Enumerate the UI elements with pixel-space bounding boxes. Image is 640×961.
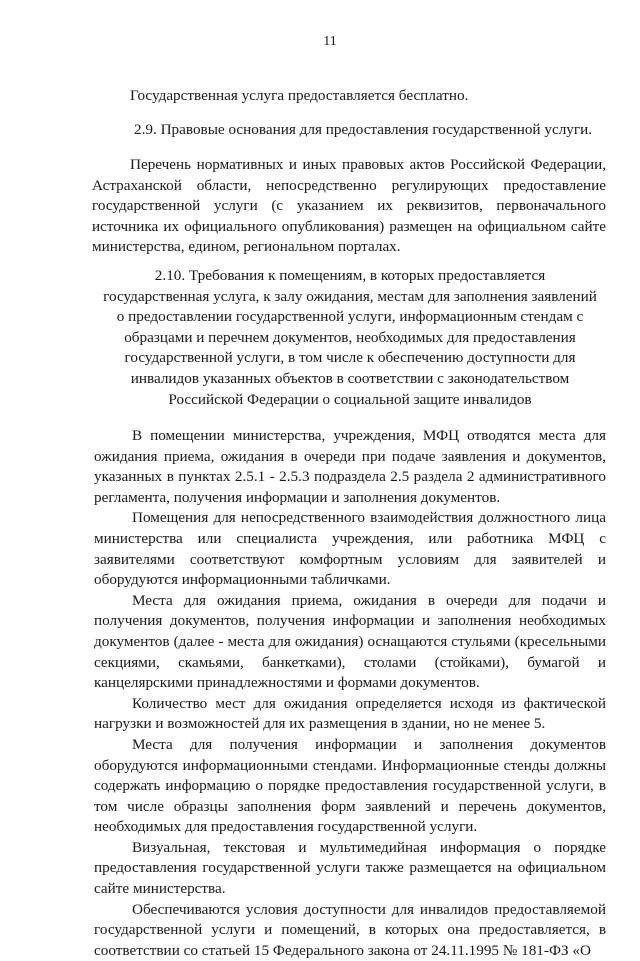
paragraph: Обеспечиваются условия доступности для инвалидов предоставляемой государственной услуги и помещений, в которых она предоставляется, в соответствии со статьей 15 Федерального закона от 24.11.1995 № 181-ФЗ «О <box>94 900 606 959</box>
free-service-statement: Государственная услуга предоставляется бесплатно. <box>130 87 469 104</box>
section-2-10-heading: 2.10. Требования к помещениям, в которых предоставляется государственная услуга, к залу ожидания, местам для заполнения заявлений о предоставлении государственной услуги, информационным стендам с образцами и перечнем документов, необходимых для предоставления государственной услуги, в том числе к обеспечению доступности для инвалидов указанных объектов в соответствии с законодательством Российской Федерации о социальной защите инвалидов <box>103 267 597 408</box>
section-2-10-body <box>94 426 606 961</box>
section-2-9-heading: 2.9. Правовые основания для предоставления государственной услуги. <box>134 121 593 138</box>
paragraph: Количество мест для ожидания определяется исходя из фактической нагрузки и возможностей для их размещения в здании, но не менее 5. <box>94 694 606 733</box>
paragraph: Помещения для непосредственного взаимодействия должностного лица министерства или специалиста учреждения, или работника МФЦ с заявителями соответствуют комфортным условиям для заявителей и оборудуются информационными табличками. <box>94 509 606 589</box>
paragraph: Места для получения информации и заполнения документов оборудуются информационными стендами. Информационные стенды должны содержать информацию о порядке предоставления государственной услуги, в том числе образцы заполнения форм заявлений и перечень документов, необходимых для предоставления государственной услуги. <box>94 735 606 836</box>
paragraph: В помещении министерства, учреждения, МФЦ отводятся места для ожидания приема, ожидания в очереди при подаче заявления и документов, указанных в пунктах 2.5.1 - 2.5.3 подраздела 2.5 раздела 2 административного регламента, получения информации и заполнения документов. <box>94 427 606 506</box>
section-2-9-text: Перечень нормативных и иных правовых актов Российской Федерации, Астраханской области, непосредственно регулирующих предоставление государственной услуги (с указанием их реквизитов, первоначального источника их официального опубликования) размещен на официальном сайте министерства, едином, региональном порталах. <box>92 156 606 256</box>
paragraph: Места для ожидания приема, ожидания в очереди для подачи и получения документов, получения информации и заполнения необходимых документов (далее - места для ожидания) оснащаются стульями (кресельными секциями, скамьями, банкетками), столами (стойками), бумагой и канцелярскими принадлежностями и формами документов. <box>94 591 606 692</box>
page-number: 11 <box>323 34 337 49</box>
paragraph: Визуальная, текстовая и мультимедийная информация о порядке предоставления государственной услуги также размещается на официальном сайте министерства. <box>94 838 606 898</box>
